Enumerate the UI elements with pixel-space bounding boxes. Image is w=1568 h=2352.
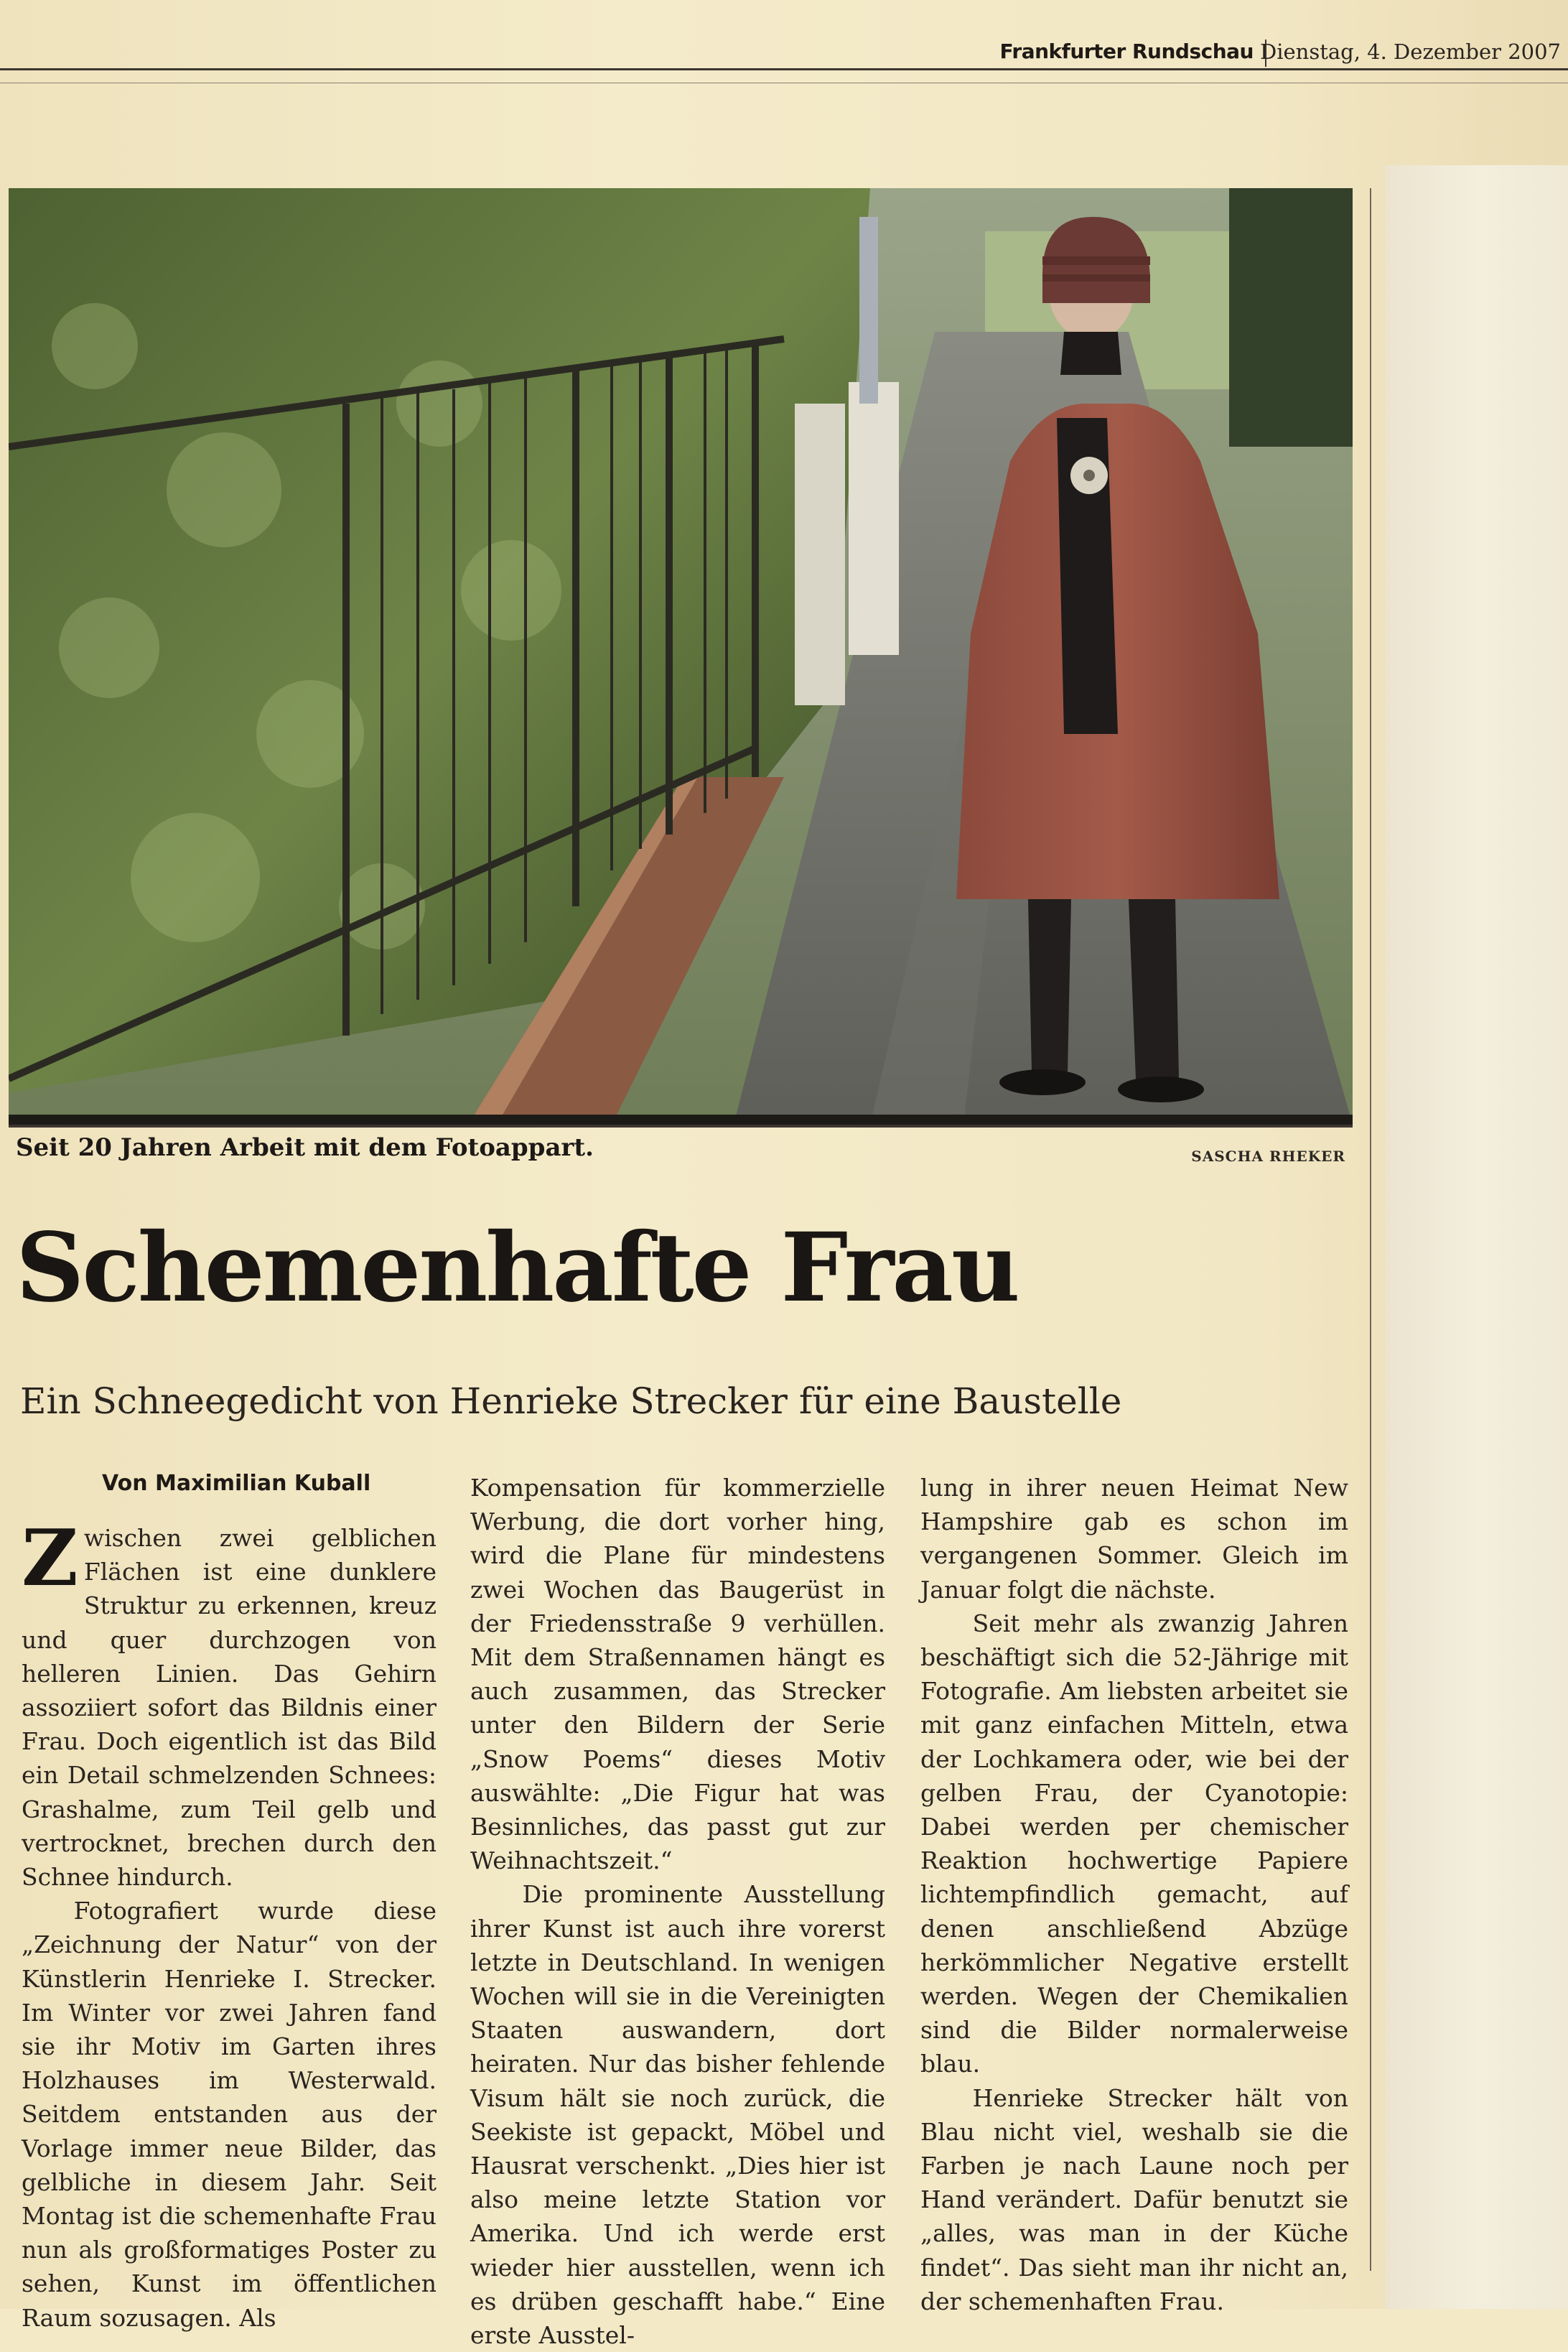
article-column-1 — [22, 1513, 437, 2335]
issue-date: Dienstag, 4. Dezember 2007 — [1259, 39, 1561, 64]
paragraph: lung in ihrer neuen Heimat New Hampshire gab es schon im vergangenen Sommer. Gleich im Januar folgt die nächste. — [920, 1474, 1348, 1604]
subheadline: Ein Schneegedicht von Henrieke Strecker für eine Baustelle — [20, 1380, 1122, 1422]
paragraph: Seit mehr als zwanzig Jahren beschäftigt sich die 52-Jährige mit Fotografie. Am liebsten arbeitet sie mit ganz einfachen Mitteln, etwa der Lochkamera oder, wie bei der gelben Frau, der Cyanotopie: Dabei werden per chemischer Reaktion hochwertige Papiere lichtempfindlich gemacht, auf denen anschließend Abzüge herkömmlicher Negative erstellt werden. Wegen der Chemikalien sind die Bilder normalerweise blau. — [920, 1609, 1348, 2078]
byline: Von Maximilian Kuball — [102, 1471, 371, 1496]
paragraph-text: wischen zwei gelblichen Flächen ist eine dunklere Struktur zu erkennen, kreuz und quer durchzogen von helleren Linien. Das Gehirn assoziiert sofort das Bildnis einer Frau. Doch eigentlich ist das Bild ein Detail schmelzenden Schnees: Grashalme, zum Teil gelb und vertrocknet, brechen durch den Schnee hindurch. — [22, 1524, 437, 1892]
photo-bottom-rule — [9, 1125, 1353, 1128]
headline: Schemenhafte Frau — [16, 1212, 1018, 1324]
paragraph: Henrieke Strecker hält von Blau nicht viel, weshalb sie die Farben je nach Laune noch per Hand verändert. Dafür benutzt sie „alles, was man in der Küche findet“. Das sieht man ihr nicht an, der schemenhaften Frau. — [920, 2083, 1348, 2315]
article-column-2 — [470, 1471, 885, 2352]
paragraph: Die prominente Ausstellung ihrer Kunst ist auch ihre vorerst letzte in Deutschland. In wenigen Wochen will sie in die Vereinigten Staaten auswandern, dort heiraten. Nur das bisher fehlende Visum hält sie noch zurück, die Seekiste ist gepackt, Möbel und Hausrat verschenkt. „Dies hier ist also meine letzte Station vor Amerika. Und ich werde erst wieder hier ausstellen, wenn ich es drüben geschafft habe.“ Eine erste Ausstel- — [470, 1880, 885, 2350]
photo-credit: SASCHA RHEKER — [1191, 1148, 1345, 1165]
page-margin-strip — [1386, 165, 1568, 2309]
paragraph — [22, 1513, 437, 1894]
paragraph: Kompensation für kommerzielle Werbung, die dort vorher hing, wird die Plane für mindestens zwei Wochen das Baugerüst in der Friedensstraße 9 verhüllen. Mit dem Straßennamen hängt es auch zusammen, das Strecker unter den Bildern der Serie „Snow Poems“ dieses Motiv auswählte: „Die Figur hat was Besinnliches, das passt gut zur Weihnachtszeit.“ — [470, 1474, 885, 1875]
masthead — [0, 39, 1568, 83]
masthead-rule — [0, 68, 1568, 70]
photo-woman-by-hedge — [9, 188, 1353, 1125]
article-photo — [9, 188, 1353, 1125]
column-rule — [1370, 188, 1371, 2271]
article-column-3 — [920, 1471, 1348, 2318]
paragraph: Fotografiert wurde diese „Zeichnung der Natur“ von der Künstlerin Henrieke I. Strecker. Im Winter vor zwei Jahren fand sie ihr Motiv im Garten ihres Holzhauses im Westerwald. Seitdem entstanden aus der Vorlage immer neue Bilder, das gelbliche in diesem Jahr. Seit Montag ist die schemenhafte Frau nun als großformatiges Poster zu sehen, Kunst im öffentlichen Raum sozusagen. Als — [22, 1897, 437, 2332]
drop-cap: Z — [22, 1513, 78, 1604]
newspaper-name: Frankfurter Rundschau — [999, 39, 1254, 63]
photo-caption: Seit 20 Jahren Arbeit mit dem Fotoappart. — [16, 1133, 594, 1162]
